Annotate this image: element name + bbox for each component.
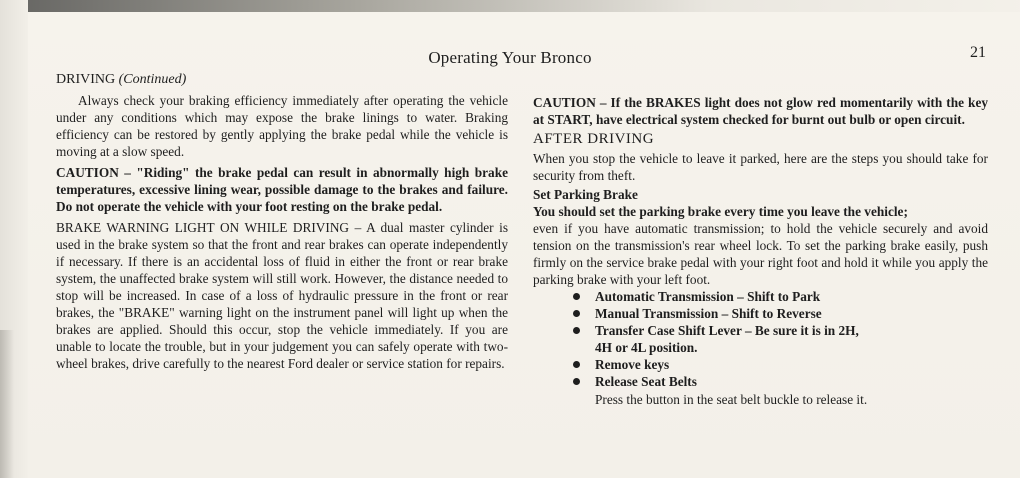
section-continued: (Continued) (118, 72, 187, 87)
braking-efficiency-paragraph: Always check your braking efficiency immediately after operating the vehicle under any conditions which may expose the brake linings to water. Braking efficiency can be restored by gently applying the brake pedal while the vehicle is moving at a slow speed. (56, 93, 508, 159)
brake-warning-light-paragraph: BRAKE WARNING LIGHT ON WHILE DRIVING – A dual master cylinder is used in the brake system so that the front and rear brakes can operate independently if necessary. If there is an accidental loss of fluid in either the front or rear brake system, the unaffected brake system will still work. However, the distance needed to stop will be increased. In case of a loss of hydraulic pressure in the front or rear brakes, the "BRAKE" warning light on the instrument panel will light up when the brakes are applied. Should this occur, stop the vehicle immediately. If you are unable to locate the trouble, but in your judgement you can safely operate with two-wheel brakes, drive carefully to the nearest Ford dealer or service station for repairs. (56, 220, 508, 371)
list-item: Automatic Transmission – Shift to Park (573, 288, 988, 305)
security-steps-list (573, 288, 988, 390)
list-item: Remove keys (573, 356, 988, 373)
after-driving-paragraph: When you stop the vehicle to leave it parked, here are the steps you should take for security from theft. (533, 151, 988, 183)
bullet-icon (573, 378, 580, 385)
page-edge-shadow (0, 330, 14, 478)
bullet-icon (573, 361, 580, 368)
section-title: DRIVING (56, 72, 116, 87)
left-column (56, 71, 508, 372)
riding-brake-caution: CAUTION – "Riding" the brake pedal can result in abnormally high brake temperatures, excessive lining wear, possible damage to the brakes and failure. Do not operate the vehicle with your foot resting on the brake pedal. (56, 165, 508, 214)
list-item: Transfer Case Shift Lever – Be sure it is in 2H, (573, 322, 988, 339)
page-number: 21 (970, 44, 986, 61)
right-column (533, 94, 988, 408)
brakes-light-caution: CAUTION – If the BRAKES light does not glow red momentarily with the key at START, have electrical system checked for burnt out bulb or open circuit. (533, 95, 988, 127)
after-driving-heading: AFTER DRIVING (533, 131, 655, 147)
list-item: Manual Transmission – Shift to Reverse (573, 305, 988, 322)
bullet-icon (573, 293, 580, 300)
bullet-icon (573, 310, 580, 317)
parking-brake-paragraph: even if you have automatic transmission; to hold the vehicle securely and avoid tension on the transmission's rear wheel lock. To set the parking brake easily, push firmly on the service brake pedal with your right foot and hold it while you apply the parking brake with your left foot. (533, 221, 988, 287)
section-heading (56, 71, 508, 88)
list-item: Release Seat Belts (573, 373, 988, 390)
bullet-icon (573, 327, 580, 334)
release-seat-belts-description: Press the button in the seat belt buckle to release it. (595, 392, 868, 407)
parking-brake-heading: Set Parking Brake (533, 187, 638, 202)
binding-shadow-top (0, 0, 1020, 12)
list-item-continuation: 4H or 4L position. (595, 340, 698, 355)
page-title: Operating Your Bronco (428, 48, 592, 67)
parking-brake-instruction: You should set the parking brake every time you leave the vehicle; (533, 204, 908, 219)
